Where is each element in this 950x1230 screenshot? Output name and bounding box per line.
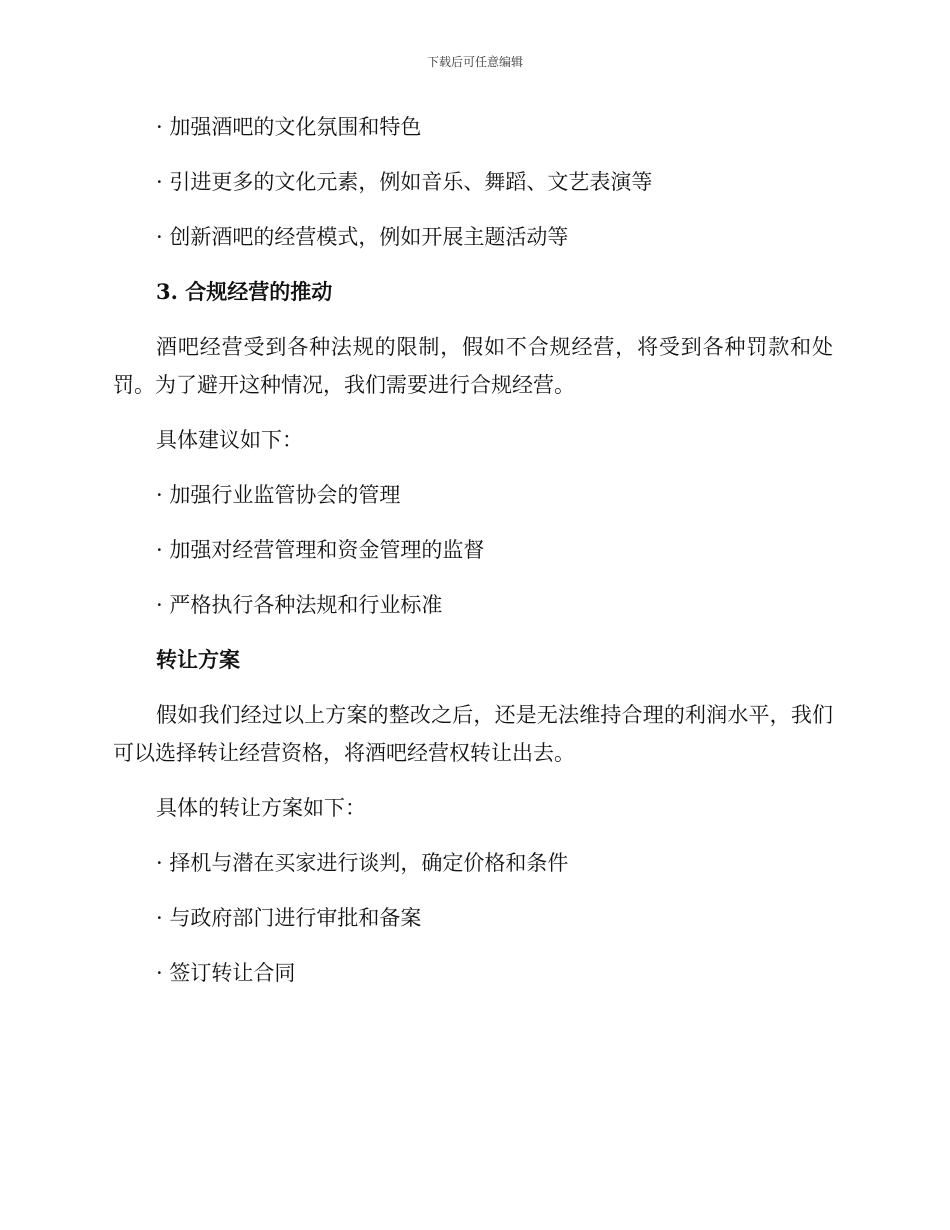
document-body — [113, 108, 833, 1009]
list-item: · 加强酒吧的文化氛围和特色 — [156, 115, 422, 139]
list-item: · 与政府部门进行审批和备案 — [156, 906, 422, 930]
list-item: · 加强对经营管理和资金管理的监督 — [156, 538, 485, 562]
list-item: · 择机与潜在买家进行谈判，确定价格和条件 — [156, 851, 569, 875]
list-item: · 创新酒吧的经营模式，例如开展主题活动等 — [156, 225, 569, 249]
list-item: · 签订转让合同 — [156, 961, 296, 985]
list-item: · 严格执行各种法规和行业标准 — [156, 593, 443, 617]
paragraph-intro: 具体的转让方案如下： — [156, 796, 366, 820]
list-item: · 引进更多的文化元素，例如音乐、舞蹈、文艺表演等 — [156, 170, 653, 194]
paragraph-intro: 具体建议如下： — [156, 428, 303, 452]
section-heading: 转让方案 — [156, 647, 240, 672]
paragraph: 假如我们经过以上方案的整改之后，还是无法维持合理的利润水平，我们可以选择转让经营资格，将酒吧经营权转让出去。 — [113, 703, 833, 765]
section-heading: 3. 合规经营的推动 — [156, 279, 333, 304]
paragraph: 酒吧经营受到各种法规的限制，假如不合规经营，将受到各种罚款和处罚。为了避开这种情况，我们需要进行合规经营。 — [113, 335, 833, 397]
list-item: · 加强行业监管协会的管理 — [156, 483, 401, 507]
page-header: 下载后可任意编辑 — [426, 55, 523, 69]
